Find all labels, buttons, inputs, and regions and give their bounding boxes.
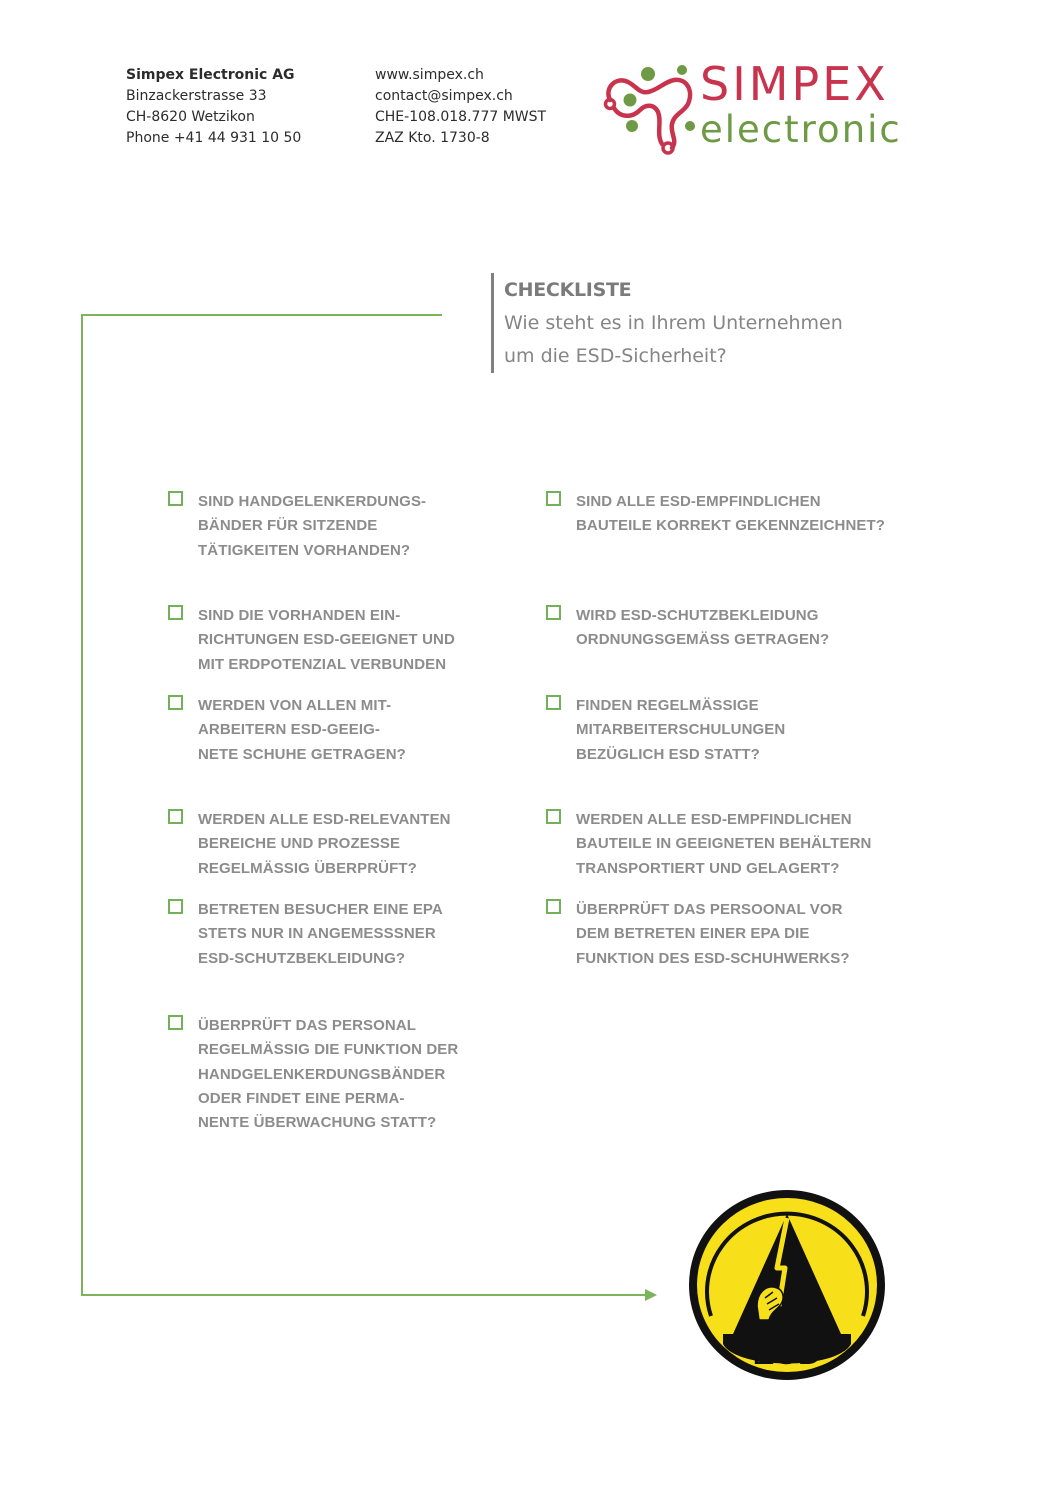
checklist-item-text: SIND ALLE ESD-EMPFINDLICHEN BAUTEILE KORREKT GEKENNZEICHNET? bbox=[576, 493, 886, 535]
checklist-item-text: FINDEN REGELMÄSSIGE MITARBEITERSCHULUNGEN BEZÜGLICH ESD STATT? bbox=[576, 697, 786, 763]
checkbox[interactable] bbox=[168, 605, 183, 620]
company-address bbox=[126, 65, 301, 149]
company-street: Binzackerstrasse 33 bbox=[126, 88, 267, 104]
esd-label: ESD bbox=[752, 1334, 822, 1372]
arrow-right-icon bbox=[645, 1289, 657, 1301]
vat-number: CHE-108.018.777 MWST bbox=[375, 109, 547, 125]
checkbox[interactable] bbox=[546, 899, 561, 914]
checklist-item-text: ÜBERPRÜFT DAS PERSOONAL VOR DEM BETRETEN EINER EPA DIE FUNKTION DES ESD-SCHUHWERKS? bbox=[576, 901, 850, 967]
logo-wordmark: SIMPEX bbox=[700, 57, 889, 111]
checkbox[interactable] bbox=[168, 809, 183, 824]
checklist-item-text: SIND HANDGELENKERDUNGS- BÄNDER FÜR SITZENDE TÄTIGKEITEN VORHANDEN? bbox=[198, 493, 427, 559]
checkbox[interactable] bbox=[546, 695, 561, 710]
email-link[interactable]: contact@simpex.ch bbox=[375, 88, 513, 104]
page-subtitle: Wie steht es in Ihrem Unternehmen um die ESD-Sicherheit? bbox=[504, 312, 843, 367]
checkbox[interactable] bbox=[546, 809, 561, 824]
logo-molecule-icon bbox=[602, 60, 698, 156]
checklist-item-text: SIND DIE VORHANDEN EIN- RICHTUNGEN ESD-GEEIGNET UND MIT ERDPOTENZIAL VERBUNDEN bbox=[198, 607, 455, 673]
company-city: CH-8620 Wetzikon bbox=[126, 109, 255, 125]
title-divider bbox=[491, 273, 494, 373]
simpex-logo bbox=[602, 58, 937, 158]
frame-line-left bbox=[81, 314, 83, 1296]
checklist-item-text: WERDEN VON ALLEN MIT- ARBEITERN ESD-GEEIG- NETE SCHUHE GETRAGEN? bbox=[198, 697, 406, 763]
esd-warning-icon bbox=[687, 1188, 887, 1382]
checklist-item-text: WIRD ESD-SCHUTZBEKLEIDUNG ORDNUNGSGEMÄSS GETRAGEN? bbox=[576, 607, 830, 649]
company-contact bbox=[375, 65, 546, 149]
website-link[interactable]: www.simpex.ch bbox=[375, 67, 484, 83]
checkbox[interactable] bbox=[168, 899, 183, 914]
logo-subtitle: electronic bbox=[700, 108, 902, 151]
checkbox[interactable] bbox=[546, 491, 561, 506]
frame-line-bottom bbox=[81, 1294, 648, 1296]
company-name: Simpex Electronic AG bbox=[126, 67, 295, 83]
account-number: ZAZ Kto. 1730-8 bbox=[375, 130, 490, 146]
checkbox[interactable] bbox=[168, 695, 183, 710]
title-block bbox=[504, 276, 944, 373]
checklist-item-text: BETRETEN BESUCHER EINE EPA STETS NUR IN ANGEMESSSNER ESD-SCHUTZBEKLEIDUNG? bbox=[198, 901, 443, 967]
checkbox[interactable] bbox=[168, 491, 183, 506]
page-title: CHECKLISTE bbox=[504, 279, 632, 301]
checklist-item-text: WERDEN ALLE ESD-EMPFINDLICHEN BAUTEILE IN GEEIGNETEN BEHÄLTERN TRANSPORTIERT UND GELAGERT? bbox=[576, 811, 872, 877]
checklist-item-text: ÜBERPRÜFT DAS PERSONAL REGELMÄSSIG DIE FUNKTION DER HANDGELENKERDUNGSBÄNDER ODER FINDET EINE PERMA- NENTE ÜBERWACHUNG STATT? bbox=[198, 1017, 459, 1132]
frame-line-top bbox=[81, 314, 442, 316]
checklist-item-text: WERDEN ALLE ESD-RELEVANTEN BEREICHE UND PROZESSE REGELMÄSSIG ÜBERPRÜFT? bbox=[198, 811, 451, 877]
company-phone: Phone +41 44 931 10 50 bbox=[126, 130, 302, 146]
checkbox[interactable] bbox=[546, 605, 561, 620]
checkbox[interactable] bbox=[168, 1015, 183, 1030]
